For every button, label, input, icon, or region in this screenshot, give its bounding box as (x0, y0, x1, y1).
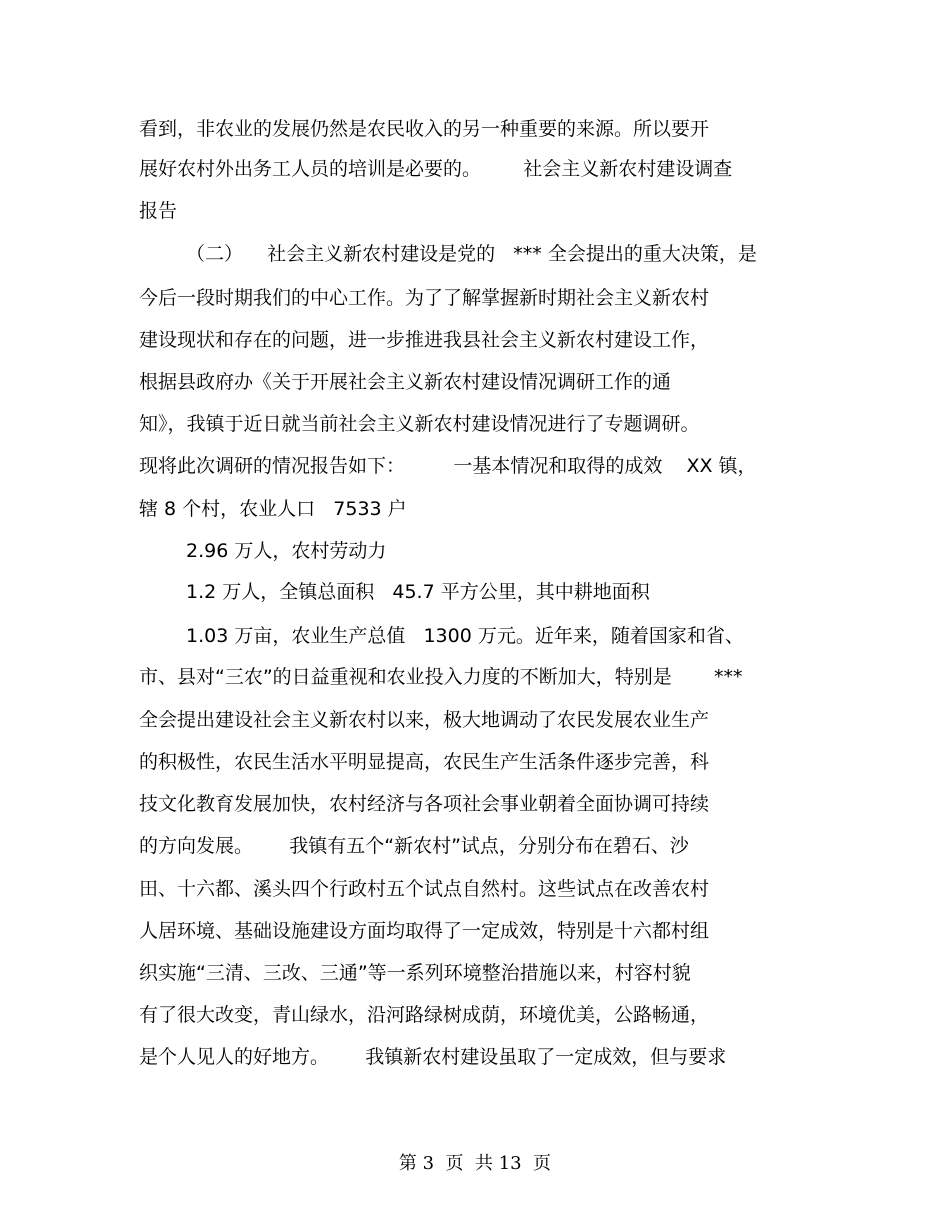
text-line-7: 根据县政府办《关于开展社会主义新农村建设情况调研工作的通 (139, 371, 672, 393)
text-line-16: 的积极性，农民生活水平明显提高，农民生产生活条件逐步完善，科 (139, 751, 710, 773)
text-line-4: （二） 社会主义新农村建设是党的 *** 全会提出的重大决策，是 (186, 243, 757, 265)
text-line-5: 今后一段时期我们的中心工作。为了了解掌握新时期社会主义新农村 (139, 287, 710, 309)
text-line-22: 有了很大改变，青山绿水，沿河路绿树成荫，环境优美，公路畅通， (139, 1004, 710, 1026)
text-line-12: 1.2 万人，全镇总面积 45.7 平方公里，其中耕地面积 (186, 581, 650, 603)
text-line-19: 田、十六都、溪头四个行政村五个试点自然村。这些试点在改善农村 (139, 878, 710, 900)
text-line-13: 1.03 万亩，农业生产总值 1300 万元。近年来，随着国家和省、 (186, 625, 744, 647)
text-line-3: 报告 (139, 200, 178, 222)
text-line-10: 辖 8 个村，农业人口 7533 户 (139, 498, 407, 520)
text-line-11: 2.96 万人，农村劳动力 (186, 540, 387, 562)
text-line-9: 现将此次调研的情况报告如下： 一基本情况和取得的成效 XX 镇， (139, 455, 757, 477)
text-line-1: 看到，非农业的发展仍然是农民收入的另一种重要的来源。所以要开 (139, 118, 710, 140)
text-line-18: 的方向发展。 我镇有五个“新农村”试点，分别分布在碧石、沙 (139, 835, 689, 857)
text-line-2: 展好农村外出务工人员的培训是必要的。 社会主义新农村建设调查 (139, 158, 733, 180)
text-line-14: 市、县对“三农”的日益重视和农业投入力度的不断加大，特别是 *** (139, 666, 743, 688)
text-line-20: 人居环境、基础设施建设方面均取得了一定成效，特别是十六都村组 (139, 920, 710, 942)
text-line-23: 是个人见人的好地方。 我镇新农村建设虽取了一定成效，但与要求 (139, 1046, 727, 1068)
page-number-footer: 第 3 页 共 13 页 (398, 1153, 552, 1174)
text-line-8: 知》，我镇于近日就当前社会主义新农村建设情况进行了专题调研。 (139, 413, 700, 435)
text-line-15: 全会提出建设社会主义新农村以来，极大地调动了农民发展农业生产 (139, 709, 710, 731)
text-line-17: 技文化教育发展加快，农村经济与各项社会事业朝着全面协调可持续 (139, 793, 710, 815)
text-line-6: 建设现状和存在的问题，进一步推进我县社会主义新农村建设工作， (139, 329, 710, 351)
text-line-21: 织实施“三清、三改、三通”等一系列环境整治措施以来，村容村貌 (139, 962, 691, 984)
